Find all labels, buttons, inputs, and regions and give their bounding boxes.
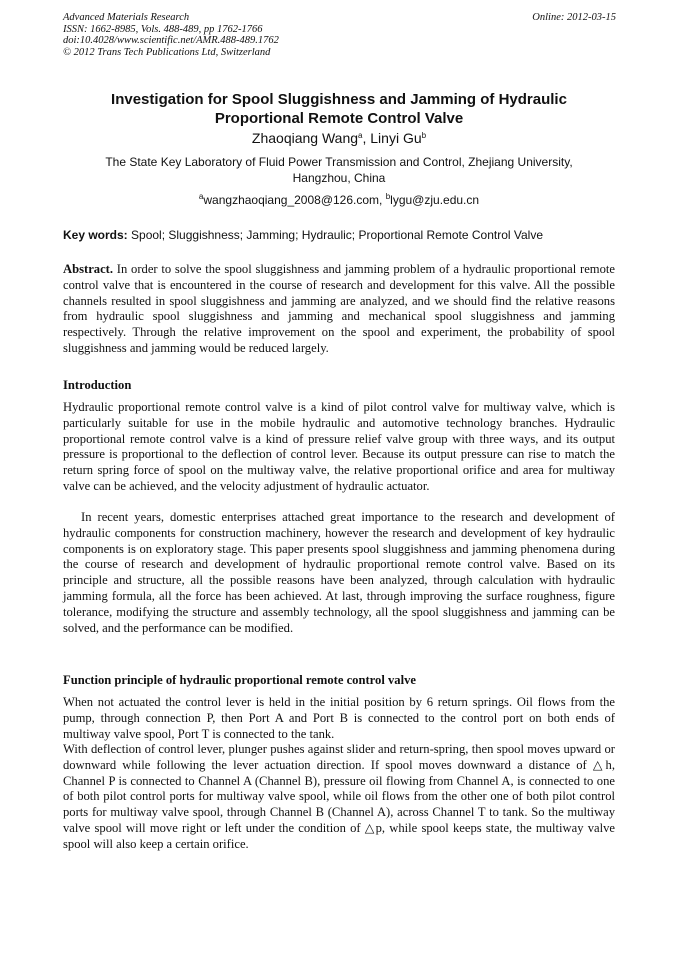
intro-paragraph-2: In recent years, domestic enterprises attached great importance to the research and development of hydraulic components for construction machinery, however the research and development of key hydraulic components is on exploratory stage. This paper presents spool sluggishness and jamming phenomena during the course of research and development of hydraulic proportional remote control valve. Based on its principle and structure, all the possible reasons have been analyzed, through calculation with hydraulic jamming formula, all the force has been achieved. At last, through improving the surface roughness, figure tolerance, modifying the structure and assembly technology, all the spool sluggishness and jamming can be solved, and the performance can be modified. [63,510,615,635]
email-b: lygu@zju.edu.cn [390,193,480,207]
section-heading-function-principle: Function principle of hydraulic proportional remote control valve [63,673,416,687]
title-line-1: Investigation for Spool Sluggishness and Jamming of Hydraulic [111,91,567,108]
author-1-superscript: a [358,131,363,140]
online-date: Online: 2012-03-15 [532,12,616,23]
affiliation [63,155,615,186]
section-heading-introduction: Introduction [63,378,132,392]
title-line-2: Proportional Remote Control Valve [214,110,464,127]
keywords-label: Key words: [63,228,128,242]
journal-name: Advanced Materials Research [63,12,190,23]
email-a: wangzhaoqiang_2008@126.com, [203,193,386,207]
affiliation-line-2: Hangzhou, China [292,170,386,185]
author-emails [63,193,615,208]
intro-paragraph-1: Hydraulic proportional remote control valve is a kind of pilot control valve for multiway valve, which is particularly suitable for use in the mobile hydraulic and automotive technology branches. Hydraulic proportional remote control valve is a kind of pressure relief valve group with three ways, and its output pressure is proportional to the deflection of control lever. Because its output pressure can rise to match the return spring force of spool on the multiway valve, the relative proportional orifice and area for multiway valve can be achieved, and the velocity adjustment of hydraulic actuator. [63,400,615,493]
keywords-text: Spool; Sluggishness; Jamming; Hydraulic; Proportional Remote Control Valve [127,228,543,242]
author-separator: , [362,130,371,146]
author-2-superscript: b [421,131,427,140]
abstract-label: Abstract. [63,262,114,276]
journal-header [63,12,393,58]
email-a-superscript: a [198,192,204,201]
author-1: Zhaoqiang Wang [251,130,359,146]
keywords [63,228,615,243]
paper-title [63,90,615,128]
authors [63,130,615,147]
email-b-superscript: b [385,192,391,201]
abstract-text: In order to solve the spool sluggishness and jamming problem of a hydraulic proportional remote control valve that is encountered in the course of research and development for this valve. All the possible channels resulted in spool sluggishness and jamming are analyzed, and we should find the relative reasons from hydraulic spool sluggishness and jamming and mechanical spool sluggishness and jamming respectively. Through the relative improvement on the spool and experiment, the probability of spool sluggishness and jamming would be reduced largely. [63,262,615,355]
copyright-line: © 2012 Trans Tech Publications Ltd, Switzerland [63,46,271,58]
issn-line: ISSN: 1662-8985, Vols. 488-489, pp 1762-1766 [63,23,263,35]
affiliation-line-1: The State Key Laboratory of Fluid Power Transmission and Control, Zhejiang University, [105,155,573,169]
function-paragraph-2: With deflection of control lever, plunger pushes against slider and return-spring, then spool moves upward or downward while following the lever actuation direction. If spool moves downward a distance of △h, Channel P is connected to Channel A (Channel B), pressure oil flowing from Channel A, is connected to one of both pilot control ports for multiway valve spool, while oil flows from the other one of both pilot control ports for multiway valve spool, through Channel B (Channel A), across Channel T to tank. So the multiway valve spool will move right or left under the condition of △p, while spool keeps state, the multiway valve spool will also keep a certain orifice. [63,742,615,851]
author-2: Linyi Gu [370,130,422,146]
function-paragraph-1: When not actuated the control lever is held in the initial position by 6 return springs. Oil flows from the pump, through connection P, then Port A and Port B is connected to the control port on both ends of multiway valve spool, Port T is connected to the tank. [63,695,615,741]
abstract [63,262,615,357]
doi-line: doi:10.4028/www.scientific.net/AMR.488-489.1762 [63,35,279,47]
